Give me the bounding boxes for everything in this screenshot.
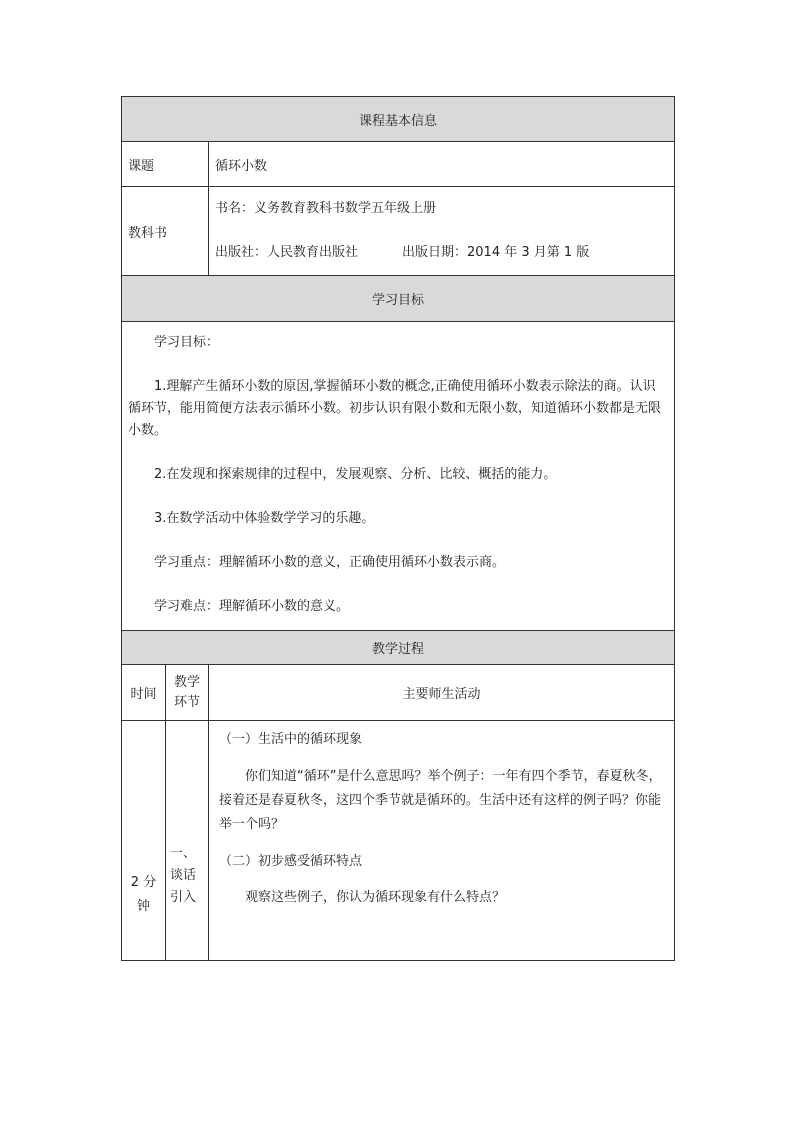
textbook-label: 教科书 bbox=[122, 187, 209, 276]
col-header-time: 时间 bbox=[122, 665, 166, 721]
goals-heading: 学习目标： bbox=[154, 335, 220, 350]
key-point: 学习重点：理解循环小数的意义，正确使用循环小数表示商。 bbox=[154, 555, 506, 570]
book-name: 书名：义务教育教科书数学五年级上册 bbox=[215, 201, 437, 216]
row-activity bbox=[209, 721, 675, 961]
row-time: 2 分钟 bbox=[122, 721, 166, 961]
col-header-activity: 主要师生活动 bbox=[209, 665, 675, 721]
topic-label: 课题 bbox=[122, 142, 209, 187]
activity-paragraph-1: 你们知道“循环”是什么意思吗？举个例子：一年有四个季节，春夏秋冬，接着还是春夏秋冬，这四个季节就是循环的。生活中还有这样的例子吗？你能举一个吗？ bbox=[219, 769, 662, 832]
goal-item-2: 2.在发现和探索规律的过程中，发展观察、分析、比较、概括的能力。 bbox=[154, 467, 557, 482]
lesson-plan-table bbox=[121, 96, 675, 961]
section-header-process: 教学过程 bbox=[122, 631, 675, 665]
goal-item-1: 1.理解产生循环小数的原因,掌握循环小数的概念,正确使用循环小数表示除法的商。认识循环节，能用简便方法表示循环小数。初步认识有限小数和无限小数，知道循环小数都是无限小数。 bbox=[128, 379, 662, 438]
section-header-goals: 学习目标 bbox=[122, 276, 675, 322]
topic-value: 循环小数 bbox=[209, 142, 675, 187]
textbook-info bbox=[209, 187, 675, 276]
goals-content bbox=[122, 322, 675, 631]
difficulty-point: 学习难点：理解循环小数的意义。 bbox=[154, 599, 350, 614]
publish-line bbox=[215, 242, 668, 264]
publisher: 出版社：人民教育出版社 bbox=[215, 245, 359, 260]
row-stage: 一、谈话引入 bbox=[166, 721, 209, 961]
publish-date: 出版日期：2014 年 3 月第 1 版 bbox=[402, 245, 590, 260]
section-header-basic-info: 课程基本信息 bbox=[122, 97, 675, 142]
col-header-stage: 教学环节 bbox=[166, 665, 209, 721]
activity-subheading-2: （二）初步感受循环特点 bbox=[219, 854, 363, 869]
activity-subheading-1: （一）生活中的循环现象 bbox=[219, 732, 363, 747]
goal-item-3: 3.在数学活动中体验数学学习的乐趣。 bbox=[154, 511, 375, 526]
activity-paragraph-2: 观察这些例子，你认为循环现象有什么特点？ bbox=[245, 890, 506, 905]
